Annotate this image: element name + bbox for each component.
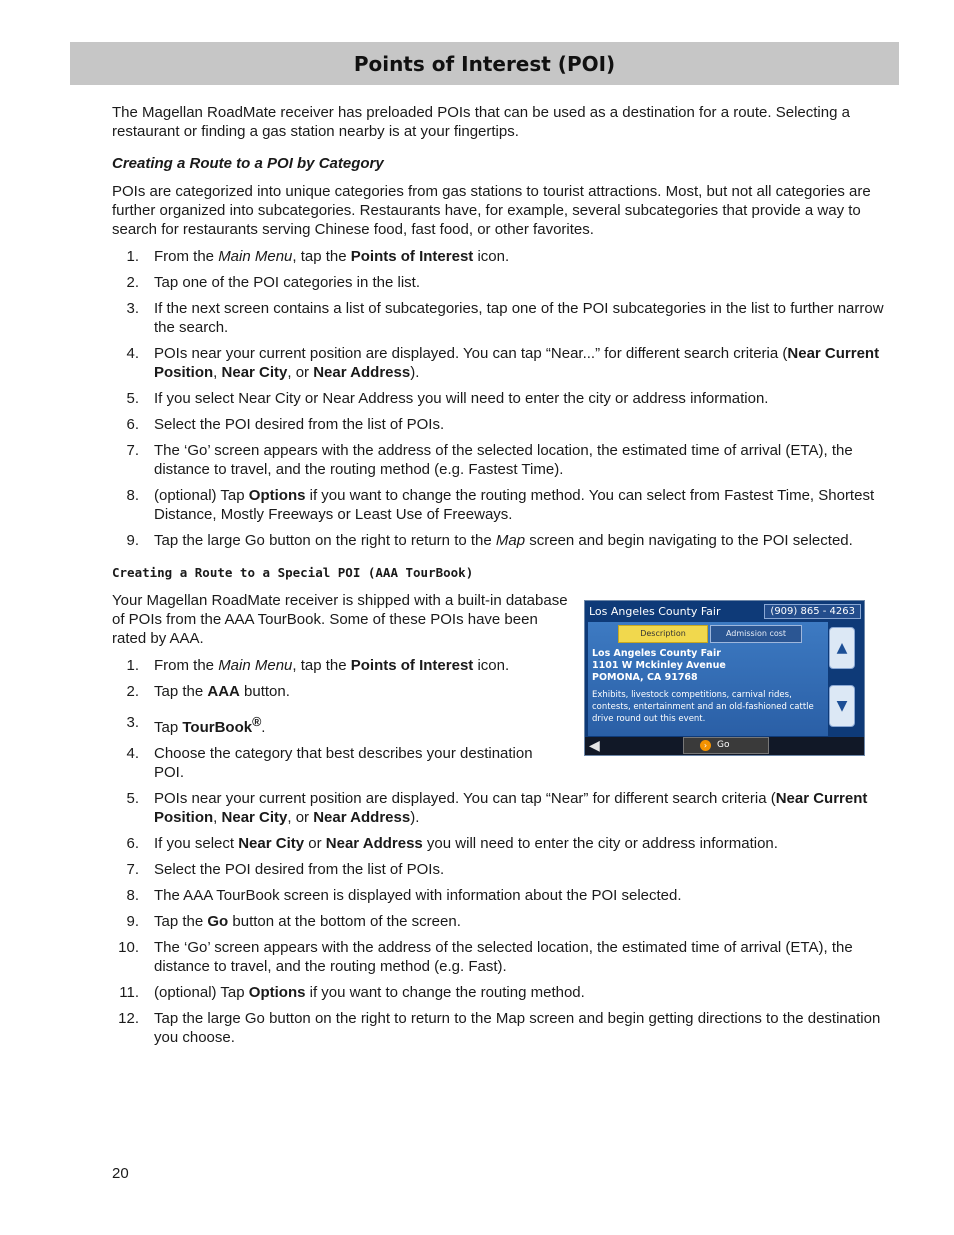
poi-description: Exhibits, livestock competitions, carnival rides, contests, entertainment and an old-fashioned cattle drive round out this event. (592, 690, 814, 724)
go-arrow-icon: › (700, 740, 711, 751)
list-item: 8. (optional) Tap Options if you want to change the routing method. You can select from Fastest Time, Shortest Distance, Mostly Freeways or Least Use of Freeways. (126, 487, 875, 523)
page-header (70, 42, 899, 85)
section1-body: POIs are categorized into unique categories from gas stations to tourist attractions. Most, but not all categories are further organized into subcategories. Restaurants have, for example, several subcategories that provide a way to search for restaurants serving Chinese food, fast food, or other favorites. (112, 183, 871, 238)
list-item: 6. Select the POI desired from the list of POIs. (126, 416, 445, 433)
list-item: 5. POIs near your current position are displayed. You can tap “Near” for different search criteria (Near Current Position, Near City, or Near Address). (126, 790, 868, 826)
section2-title: Creating a Route to a Special POI (AAA TourBook) (112, 565, 474, 580)
main-content (112, 103, 884, 1054)
list-item: 2. Tap the AAA button. (126, 683, 290, 700)
list-item: 11. (optional) Tap Options if you want to change the routing method. (119, 984, 585, 1001)
poi-address: Los Angeles County Fair 1101 W Mckinley Avenue POMONA, CA 91768 (592, 648, 726, 683)
poi-phone: (909) 865 - 4263 (764, 604, 861, 619)
section2-body: Your Magellan RoadMate receiver is shipped with a built-in database of POIs from the AAA TourBook. Some of these POIs have been rated by AAA. (112, 592, 568, 647)
list-item: 3. If the next screen contains a list of subcategories, tap one of the POI subcategories in the list to further narrow the search. (126, 300, 884, 336)
intro-paragraph: The Magellan RoadMate receiver has preloaded POIs that can be used as a destination for a route. Selecting a restaurant or finding a gas station nearby is at your fingertips. (112, 104, 850, 140)
list-item: 9. Tap the large Go button on the right to return to the Map screen and begin navigating to the POI selected. (126, 532, 853, 549)
list-item: 4. POIs near your current position are displayed. You can tap “Near...” for different search criteria (Near Current Position, Near City, or Near Address). (126, 345, 880, 381)
arrow-up-icon: ▲ (836, 640, 848, 656)
poi-info-panel (588, 622, 828, 736)
page-title: Points of Interest (POI) (353, 51, 616, 76)
device-screenshot (584, 600, 865, 756)
page-number: 20 (112, 1165, 129, 1182)
list-item: 10. The ‘Go’ screen appears with the address of the selected location, the estimated time of arrival (ETA), the distance to travel, and the routing method (e.g. Fast). (118, 939, 853, 975)
back-arrow-icon[interactable]: ◀ (589, 738, 600, 754)
tab-description[interactable]: Description (618, 625, 708, 643)
list-item: 7. The ‘Go’ screen appears with the address of the selected location, the estimated time of arrival (ETA), the distance to travel, and the routing method (e.g. Fastest Time). (126, 442, 853, 478)
scroll-up-button[interactable] (829, 627, 855, 669)
list-item: 2. Tap one of the POI categories in the list. (126, 274, 420, 291)
poi-title: Los Angeles County Fair (589, 605, 721, 618)
list-item: 5. If you select Near City or Near Address you will need to enter the city or address information. (126, 390, 769, 407)
list-item: 7. Select the POI desired from the list of POIs. (126, 861, 445, 878)
tab-admission-cost[interactable]: Admission cost (710, 625, 802, 643)
list-item: 6. If you select Near City or Near Address you will need to enter the city or address information. (126, 835, 778, 852)
scroll-down-button[interactable] (829, 685, 855, 727)
list-item: 4. Choose the category that best describes your destination POI. (126, 745, 533, 781)
section1-title: Creating a Route to a POI by Category (112, 155, 384, 172)
arrow-down-icon: ▼ (836, 698, 848, 714)
list-item: 12. Tap the large Go button on the right to return to the Map screen and begin getting directions to the destination you choose. (118, 1010, 881, 1046)
section2-intro-column (112, 591, 572, 648)
list-item: 9. Tap the Go button at the bottom of the screen. (126, 913, 461, 930)
list-item: 1. From the Main Menu, tap the Points of Interest icon. (126, 248, 510, 265)
section1-steps (112, 247, 884, 550)
list-item: 8. The AAA TourBook screen is displayed with information about the POI selected. (126, 887, 682, 904)
list-item: 1. From the Main Menu, tap the Points of Interest icon. (126, 657, 510, 674)
go-button[interactable]: › Go (683, 737, 769, 754)
list-item: 3. Tap TourBook®. (126, 714, 266, 736)
